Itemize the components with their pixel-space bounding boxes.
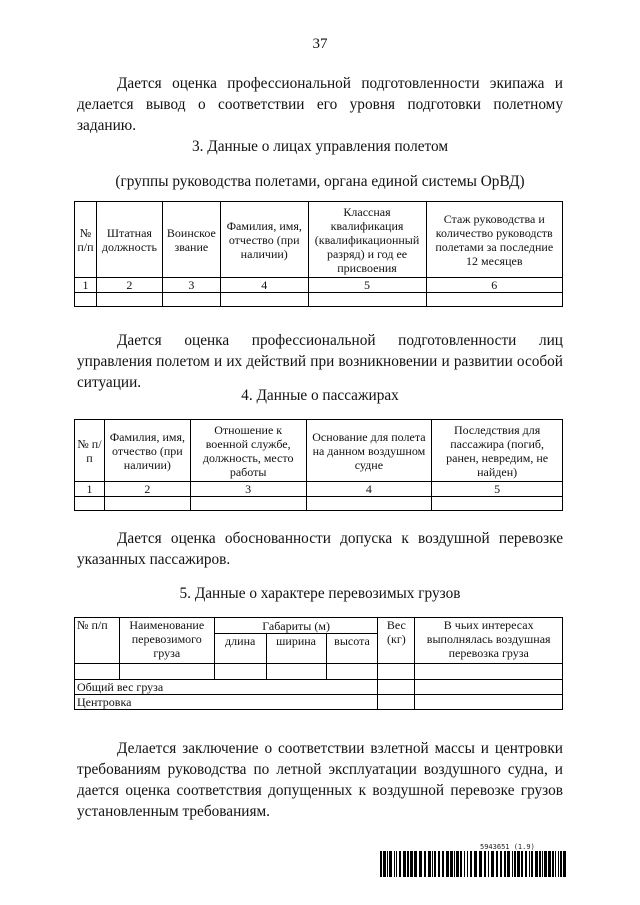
number-cell: 2 xyxy=(96,278,162,293)
header-cell: Фамилия, имя, отчество (при наличии) xyxy=(220,202,308,278)
number-cell: 1 xyxy=(75,482,105,497)
header-cell: Штатная должность xyxy=(96,202,162,278)
header-cell: № п/п xyxy=(75,618,120,664)
center-of-gravity-label: Центровка xyxy=(75,695,378,710)
section-5-title: 5. Данные о характере перевозимых грузов xyxy=(179,585,461,602)
paragraph-conclusion: Делается заключение о соответствии взлетной массы и центровки требованиям руководства по летной эксплуатации воздушного судна, и дается оценка соответствия допущенных к воздушной перевозке грузов установленным требованиям. xyxy=(77,740,563,820)
flight-control-table xyxy=(74,201,563,307)
number-cell: 4 xyxy=(220,278,308,293)
numbering-row xyxy=(75,482,563,497)
paragraph-control-assessment: Дается оценка профессиональной подготовленности лиц управления полетом и их действий при возникновении и развитии особой ситуации. xyxy=(77,332,563,391)
header-cell: Габариты (м) xyxy=(214,618,378,634)
header-cell: В чьих интересах выполнялась воздушная перевозка груза xyxy=(415,618,563,664)
header-cell: Воинское звание xyxy=(162,202,220,278)
header-cell: № п/п xyxy=(75,202,97,278)
header-cell: Фамилия, имя, отчество (при наличии) xyxy=(104,420,190,482)
header-cell: Отношение к военной службе, должность, место работы xyxy=(190,420,306,482)
paragraph-crew-assessment: Дается оценка профессиональной подготовленности экипажа и делается вывод о соответствии его уровня подготовки полетному заданию. xyxy=(77,75,563,134)
section-4-title: 4. Данные о пассажирах xyxy=(241,387,399,404)
table-row xyxy=(75,497,563,511)
header-cell: Последствия для пассажира (погиб, ранен, невредим, не найден) xyxy=(432,420,563,482)
number-cell: 5 xyxy=(308,278,426,293)
subheader-cell: высота xyxy=(326,634,378,664)
section-3-title: 3. Данные о лицах управления полетом xyxy=(191,138,449,155)
section-3-subtitle: (группы руководства полетами, органа единой системы ОрВД) xyxy=(115,173,525,190)
barcode-label: 5943651 (1.9) xyxy=(480,843,535,851)
cargo-table xyxy=(74,617,563,710)
table-row xyxy=(75,695,563,710)
header-cell: Стаж руководства и количество руководств полетами за последние 12 месяцев xyxy=(426,202,563,278)
header-cell: Наименование перевозимого груза xyxy=(119,618,214,664)
number-cell: 1 xyxy=(75,278,97,293)
number-cell: 3 xyxy=(190,482,306,497)
table-row xyxy=(75,664,563,680)
header-cell: Классная квалификация (квалификационный разряд) и год ее присвоения xyxy=(308,202,426,278)
number-cell: 4 xyxy=(306,482,432,497)
header-cell: № п/п xyxy=(75,420,105,482)
total-weight-label: Общий вес груза xyxy=(75,680,378,695)
paragraph-passengers-assessment: Дается оценка обоснованности допуска к воздушной перевозке указанных пассажиров. xyxy=(77,530,563,568)
numbering-row xyxy=(75,278,563,293)
table-row xyxy=(75,293,563,307)
passengers-table xyxy=(74,419,563,511)
page-number: 37 xyxy=(312,36,328,52)
header-cell: Основание для полета на данном воздушном судне xyxy=(306,420,432,482)
subheader-cell: длина xyxy=(214,634,266,664)
number-cell: 2 xyxy=(104,482,190,497)
barcode xyxy=(380,851,566,877)
number-cell: 5 xyxy=(432,482,563,497)
number-cell: 6 xyxy=(426,278,563,293)
number-cell: 3 xyxy=(162,278,220,293)
table-row xyxy=(75,680,563,695)
subheader-cell: ширина xyxy=(266,634,326,664)
header-cell: Вес (кг) xyxy=(378,618,415,664)
